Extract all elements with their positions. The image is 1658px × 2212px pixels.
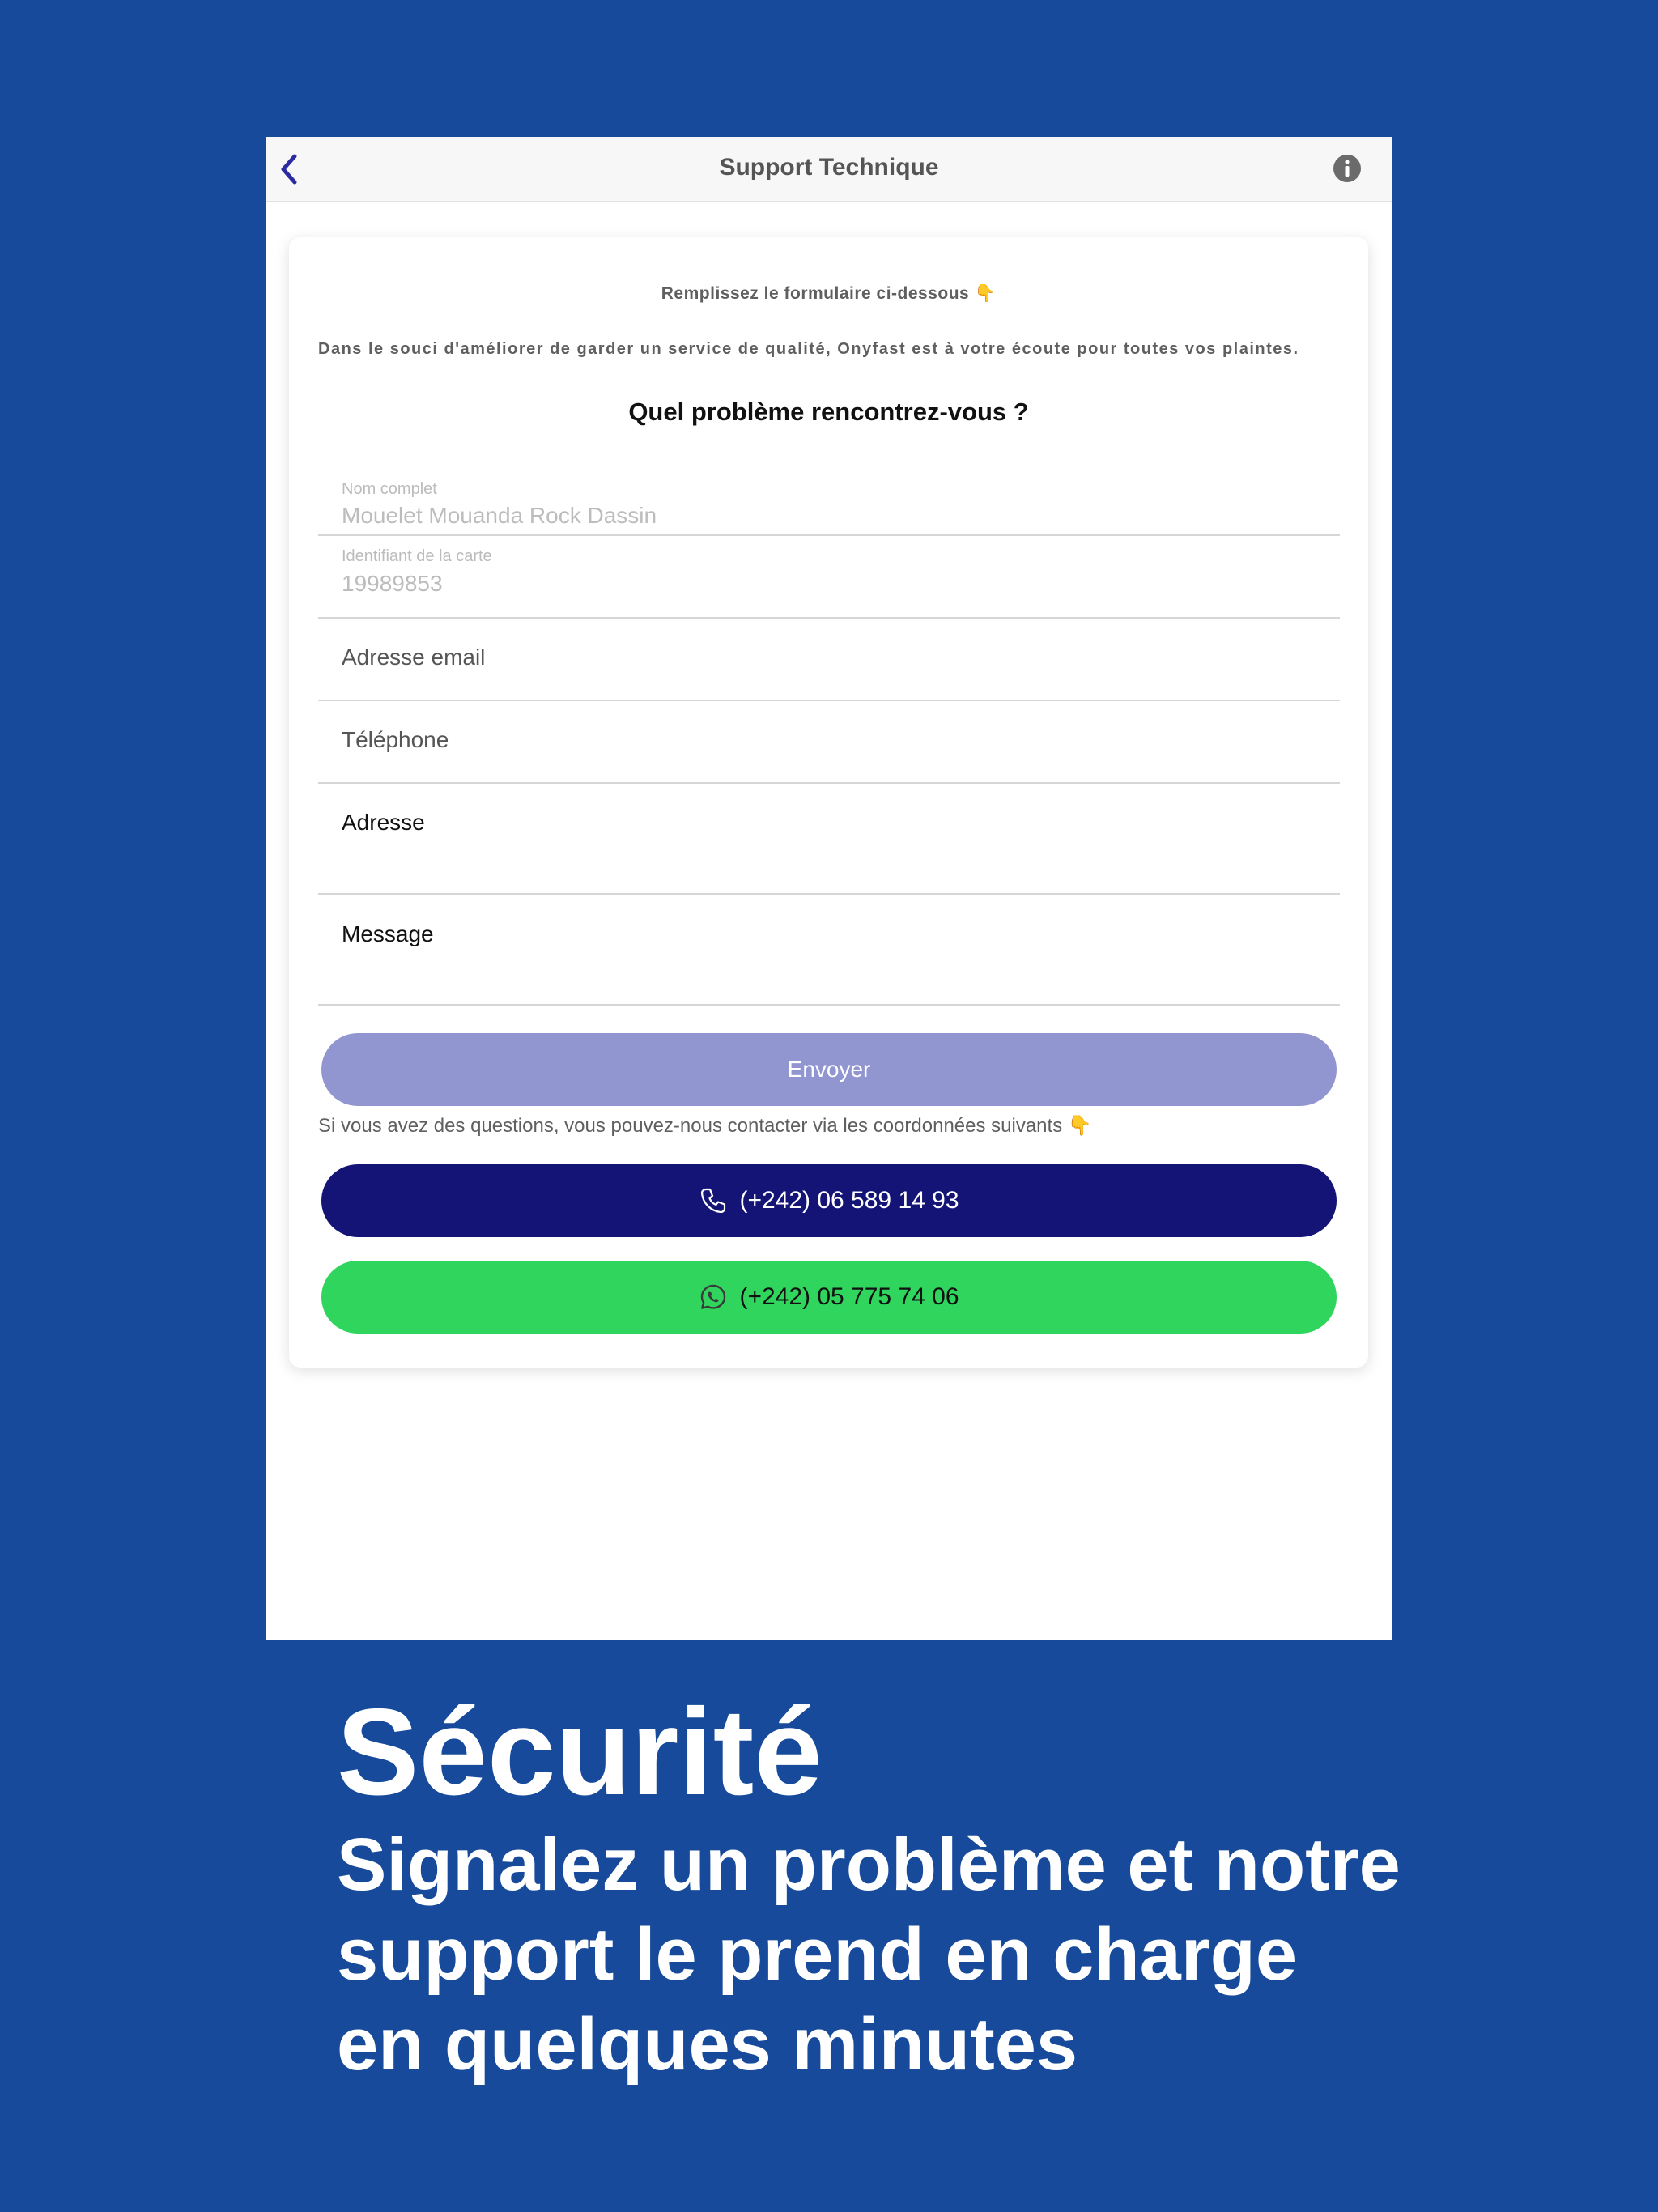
full-name-label: Nom complet [342, 480, 437, 498]
info-circle-icon [1333, 154, 1362, 183]
send-button[interactable] [321, 1033, 1337, 1106]
promo-subtitle-line-1: Signalez un problème et notre [337, 1823, 1401, 1906]
support-form-card [289, 237, 1368, 1368]
page-title: Support Technique [719, 154, 939, 181]
card-id-value: 19989853 [342, 571, 443, 596]
promo-title: Sécurité [337, 1683, 823, 1821]
card-id-field[interactable] [318, 534, 1340, 619]
form-description: Dans le souci d'améliorer de garder un service de qualité, Onyfast est à votre écoute pour toutes vos plaintes. [318, 340, 1299, 358]
whatsapp-button[interactable] [321, 1261, 1337, 1334]
message-field[interactable] [318, 893, 1340, 1006]
whatsapp-icon [699, 1283, 728, 1312]
form-question: Quel problème rencontrez-vous ? [628, 398, 1029, 426]
phone-field[interactable] [318, 700, 1340, 784]
whatsapp-number-label: (+242) 05 775 74 06 [739, 1283, 959, 1310]
email-field[interactable] [318, 617, 1340, 701]
full-name-field[interactable] [318, 468, 1340, 536]
promo-subtitle-line-3: en quelques minutes [337, 2003, 1078, 2086]
call-phone-button[interactable] [321, 1164, 1337, 1237]
navigation-bar [266, 137, 1392, 202]
send-button-label: Envoyer [787, 1057, 871, 1082]
full-name-value: Mouelet Mouanda Rock Dassin [342, 503, 657, 528]
email-placeholder: Adresse email [342, 644, 486, 670]
phone-number-label: (+242) 06 589 14 93 [739, 1187, 959, 1214]
phone-placeholder: Téléphone [342, 727, 449, 752]
address-field[interactable] [318, 782, 1340, 895]
contact-hint-text: Si vous avez des questions, vous pouvez-nous contacter via les coordonnées suivants 👇 [318, 1115, 1092, 1137]
message-placeholder: Message [342, 921, 434, 946]
address-placeholder: Adresse [342, 810, 425, 835]
device-screen [266, 137, 1392, 1640]
promo-subtitle-line-2: support le prend en charge [337, 1913, 1297, 1996]
form-intro-text: Remplissez le formulaire ci-dessous 👇 [661, 284, 997, 303]
phone-icon [699, 1186, 728, 1215]
card-id-label: Identifiant de la carte [342, 547, 492, 565]
info-button[interactable] [1333, 154, 1362, 183]
promo-subtitle [337, 1820, 1600, 2090]
